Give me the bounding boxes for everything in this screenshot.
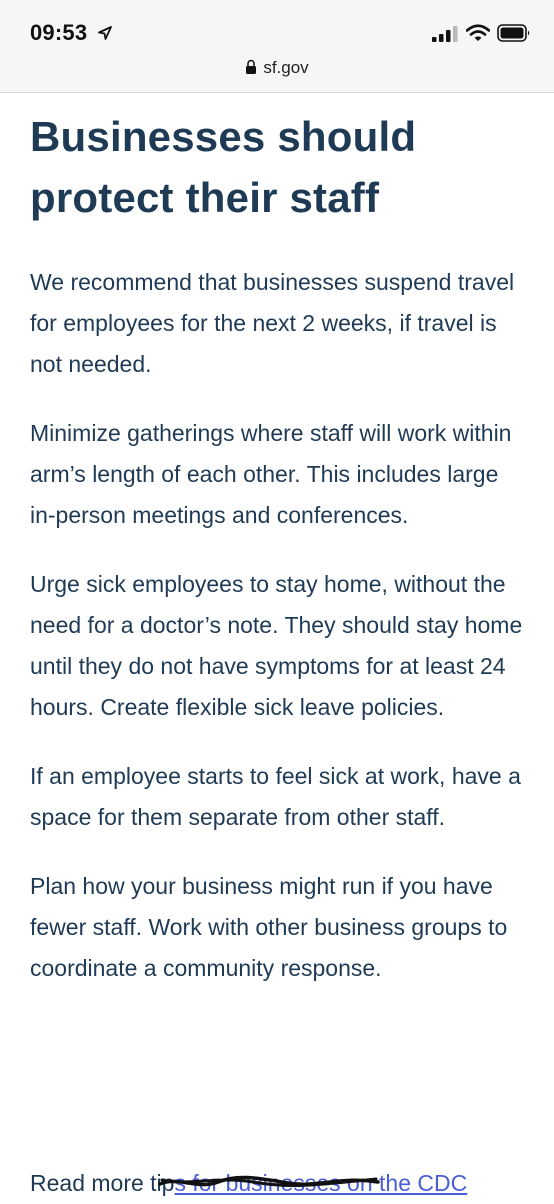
cellular-signal-icon	[432, 26, 458, 42]
article-content	[30, 106, 530, 1017]
cdc-link[interactable]: s for businesses on the CDC	[174, 1170, 468, 1196]
paragraph-plan: Plan how your business might run if you have fewer staff. Work with other business groups to coordinate a community response.	[30, 873, 508, 981]
page-title: Businesses should protect their staff	[30, 113, 417, 221]
status-time: 09:53	[30, 20, 88, 45]
battery-icon	[497, 23, 531, 43]
read-more-text: Read more tip	[30, 1170, 175, 1196]
lock-icon	[245, 59, 257, 74]
paragraph-sick-employees: Urge sick employees to stay home, without the need for a doctor’s note. They should stay home until they do not have symptoms for at least 24 hours. Create flexible sick leave policies.	[30, 571, 523, 720]
location-arrow-icon	[97, 25, 113, 41]
url-text: sf.gov	[263, 58, 309, 77]
paragraph-gatherings: Minimize gatherings where staff will work within arm’s length of each other. This includes large in-person meetings and conferences.	[30, 420, 512, 528]
browser-status-bar	[0, 0, 554, 93]
wifi-icon	[466, 24, 490, 42]
address-bar[interactable]	[0, 58, 554, 78]
scribble-markup	[158, 1170, 380, 1192]
paragraph-sick-at-work: If an employee starts to feel sick at work, have a space for them separate from other staff.	[30, 763, 521, 830]
paragraph-travel: We recommend that businesses suspend travel for employees for the next 2 weeks, if travel is not needed.	[30, 269, 515, 377]
